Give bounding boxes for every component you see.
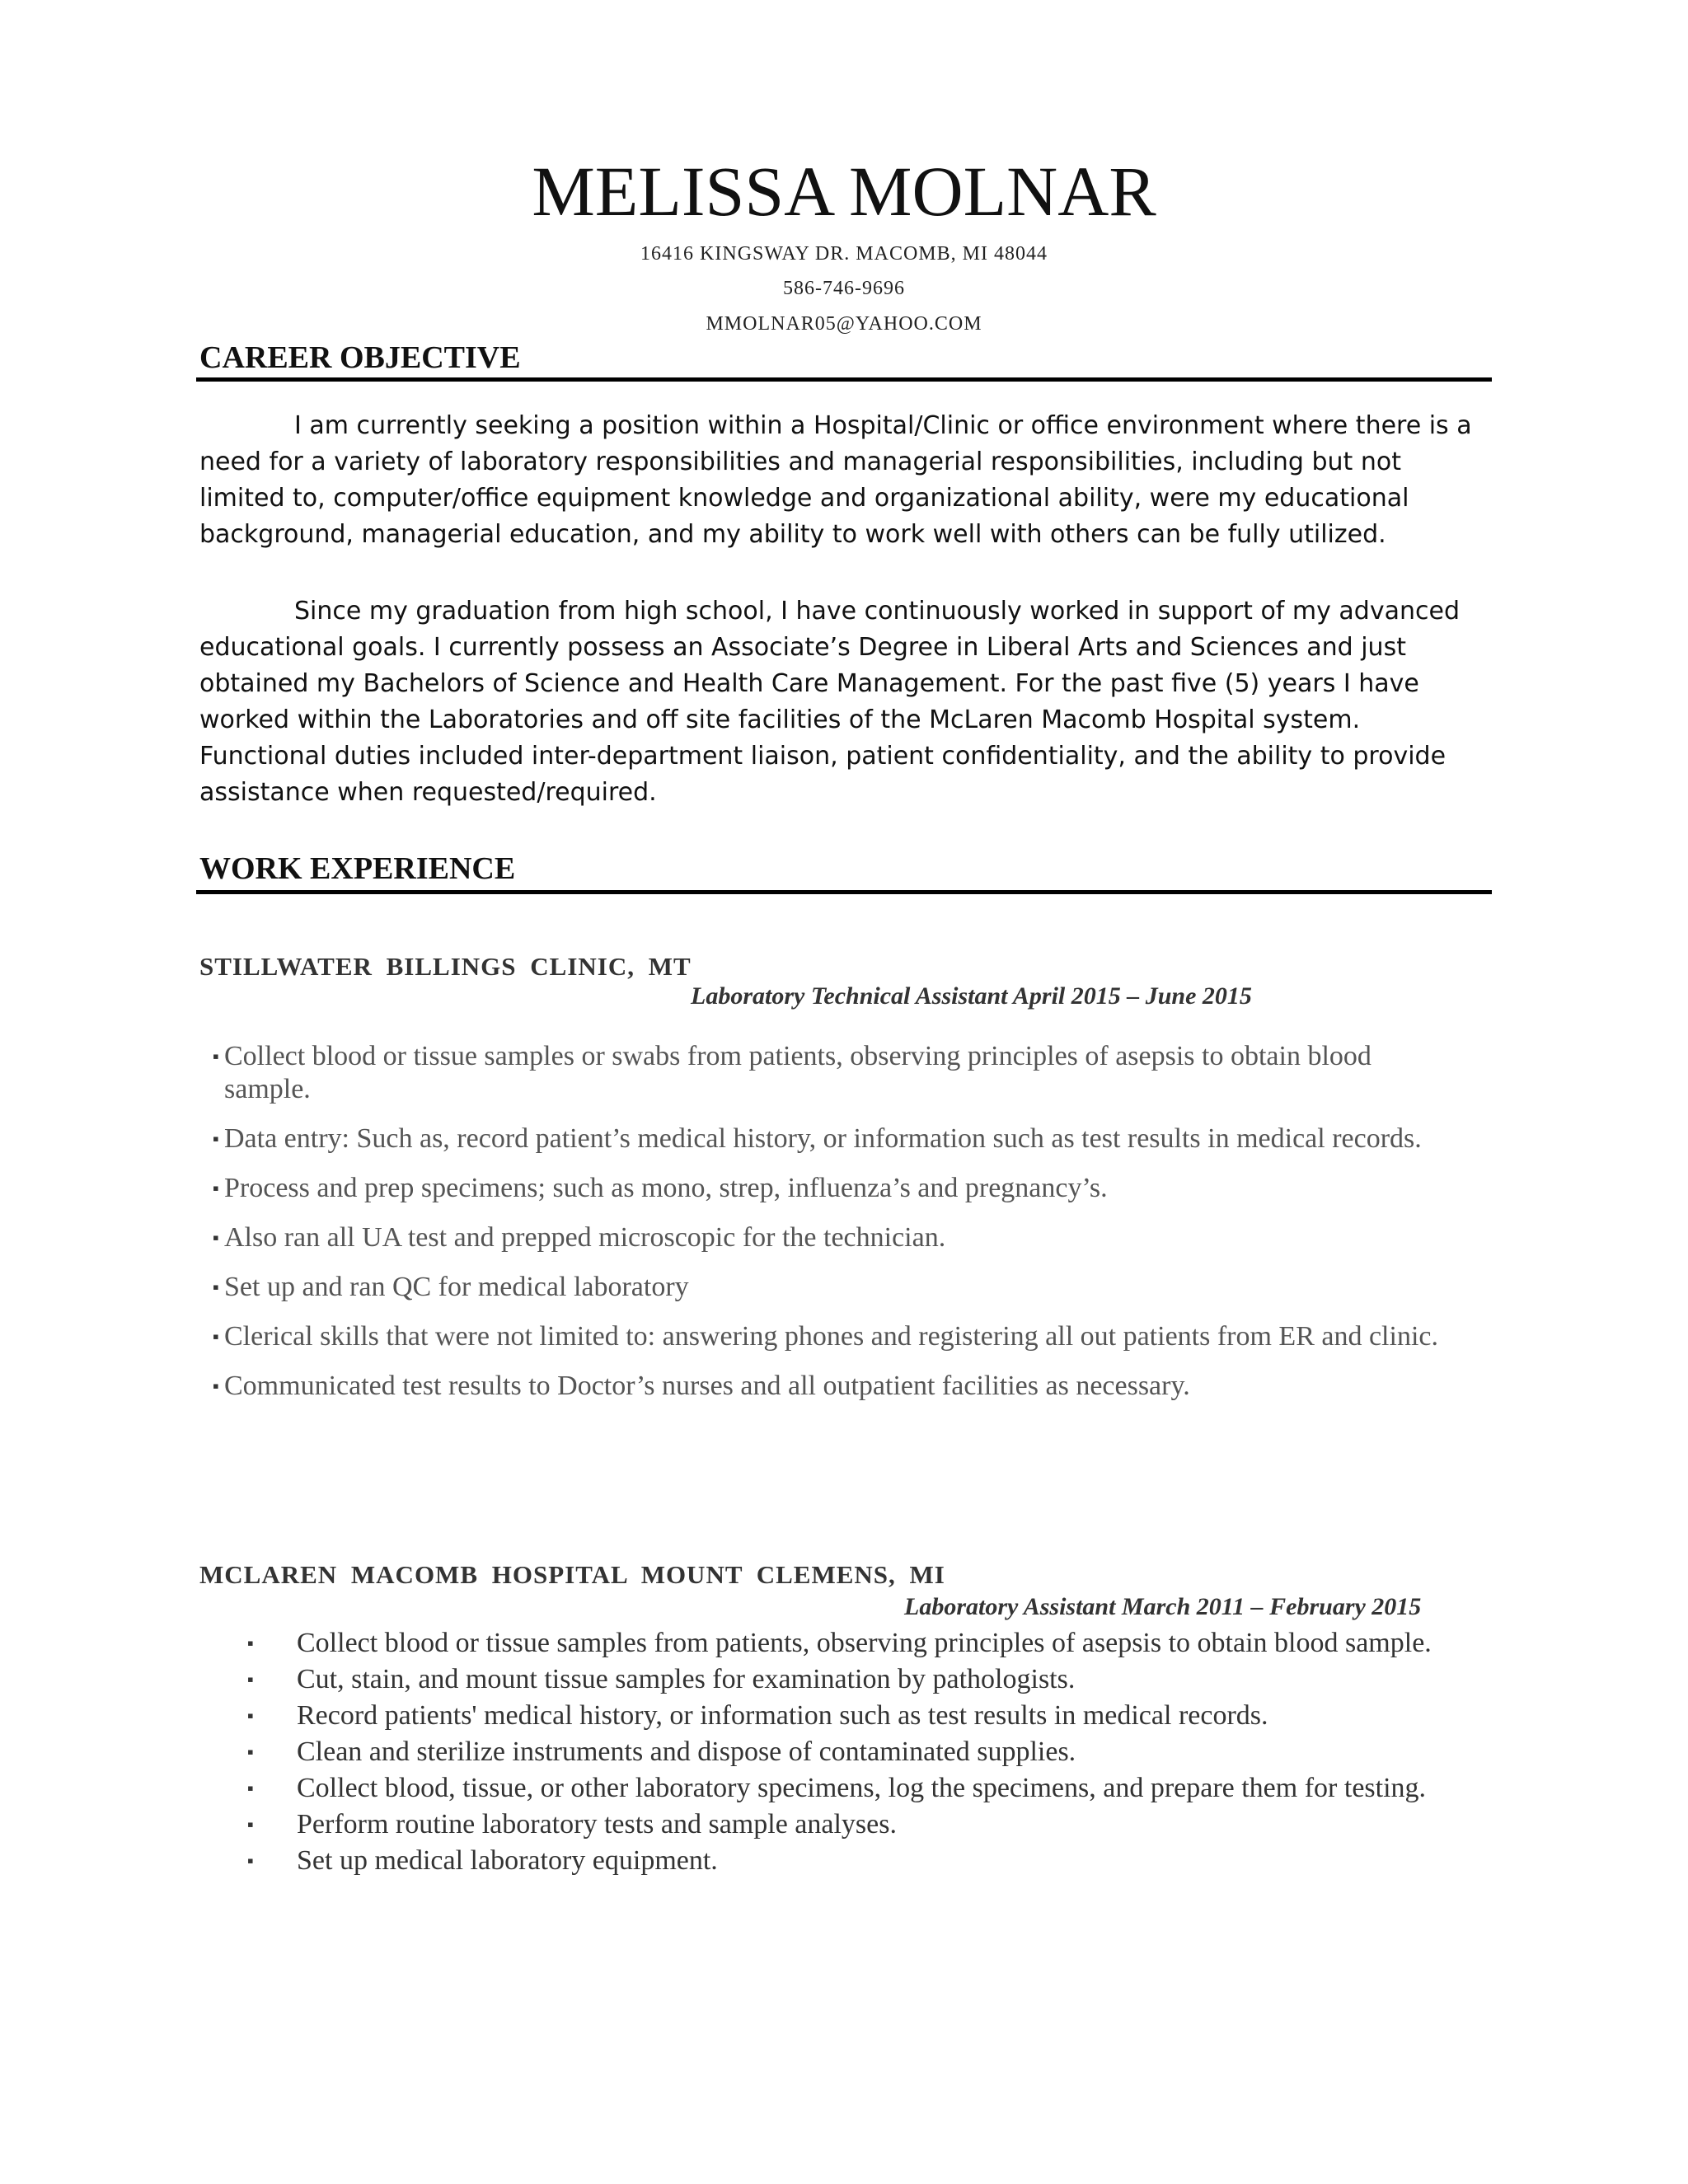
bullet-icon: ▪ [213,1376,219,1396]
bullet-icon: ▪ [247,1705,254,1726]
list-item: ▪ Clean and sterilize instruments and dispose of contaminated supplies. [247,1734,1451,1770]
work-experience-heading: WORK EXPERIENCE [199,851,516,886]
duty-list [247,1625,1451,1879]
email-line: MMOLNAR05@YAHOO.COM [706,313,982,335]
bullet-icon: ▪ [213,1277,219,1297]
bullet-icon: ▪ [247,1633,254,1653]
section-divider [196,890,1492,894]
section-divider [196,377,1492,382]
background-paragraph: Since my graduation from high school, I have continuously worked in support of my advanced educational goals. I currently possess an Associate’s Degree in Liberal Arts and Sciences and just obtained my Bachelors of Science and Health Care Management. For the past five (5) years I have worked within the Laboratories and off site facilities of the McLaren Macomb Hospital system. Functional duties included inter-department liaison, patient confidentiality, and the ability to provide assistance when requested/required. [199,597,1460,807]
bullet-icon: ▪ [247,1778,254,1798]
bullet-icon: ▪ [213,1227,219,1248]
employer-name: STILLWATER BILLINGS CLINIC, MT [199,952,692,981]
list-item: ▪ Also ran all UA test and prepped microscopic for the technician. [213,1222,946,1253]
list-item: ▪ Communicated test results to Doctor’s nurses and all outpatient facilities as necessary. [213,1371,1190,1401]
list-item: ▪ Set up and ran QC for medical laboratory [213,1272,689,1302]
job-title-dates: Laboratory Assistant March 2011 – February 2015 [904,1593,1422,1620]
bullet-icon: ▪ [213,1326,219,1347]
objective-paragraph: I am currently seeking a position within a Hospital/Clinic or office environment where there is a need for a variety of laboratory responsibilities and managerial responsibilities, including but not limited to, computer/office equipment knowledge and organizational ability, were my educational background, managerial education, and my ability to work well with others can be fully utilized. [199,411,1472,549]
bullet-icon: ▪ [213,1178,219,1198]
list-item: ▪ Process and prep specimens; such as mono, strep, influenza’s and pregnancy’s. [213,1173,1108,1203]
job-title-dates: Laboratory Technical Assistant April 2015 – June 2015 [691,982,1252,1010]
address-line: 16416 KINGSWAY DR. MACOMB, MI 48044 [640,243,1048,265]
list-item: ▪ Data entry: Such as, record patient’s medical history, or information such as test results in medical records. [213,1123,1422,1154]
bullet-icon: ▪ [213,1128,219,1149]
bullet-icon: ▪ [247,1850,254,1871]
list-item: ▪ Perform routine laboratory tests and sample analyses. [247,1807,1451,1843]
list-item: ▪ Record patients' medical history, or information such as test results in medical records. [247,1698,1451,1734]
list-item: ▪ Set up medical laboratory equipment. [247,1843,1451,1879]
applicant-name: MELISSA MOLNAR [532,152,1156,231]
list-item: ▪ Collect blood or tissue samples or swabs from patients, observing principles of asepsis to obtain blood sample. [213,1041,1372,1104]
phone-line: 586-746-9696 [783,278,905,299]
employer-name: MCLAREN MACOMB HOSPITAL MOUNT CLEMENS, MI [199,1560,945,1589]
list-item: ▪ Cut, stain, and mount tissue samples for examination by pathologists. [247,1661,1451,1698]
list-item: ▪ Collect blood, tissue, or other laboratory specimens, log the specimens, and prepare them for testing. [247,1770,1451,1807]
list-item: ▪ Collect blood or tissue samples from patients, observing principles of asepsis to obtain blood sample. [247,1625,1451,1661]
duty-list [213,1040,1449,1419]
career-objective-heading: CAREER OBJECTIVE [199,340,521,375]
bullet-icon: ▪ [213,1046,219,1066]
bullet-icon: ▪ [247,1814,254,1835]
list-item: ▪ Clerical skills that were not limited to: answering phones and registering all out patients from ER and clinic. [213,1321,1438,1352]
bullet-icon: ▪ [247,1669,254,1690]
bullet-icon: ▪ [247,1741,254,1762]
